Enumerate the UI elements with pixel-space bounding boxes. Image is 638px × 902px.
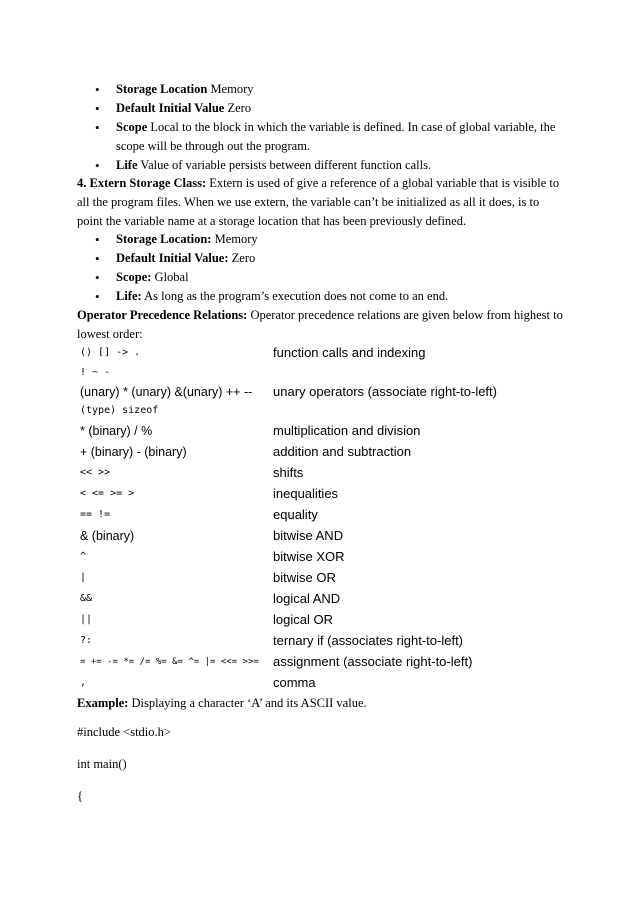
example-text: Displaying a character ‘A’ and its ASCII value. xyxy=(128,696,367,710)
example-heading: Example: xyxy=(77,696,129,710)
operator-row xyxy=(77,364,497,384)
operator-symbols: (type) sizeof xyxy=(80,405,159,416)
operator-row xyxy=(77,569,497,589)
bullet-term: Storage Location xyxy=(116,82,208,96)
section-text: Extern is used of give a reference of a global variable that is visible to all the program files. When we use extern, the variable can’t be initialized as all it does, is to point the variable name at a storage location that has been previously defined. xyxy=(77,176,560,228)
operator-row xyxy=(77,344,497,364)
bullet-term: Scope xyxy=(116,120,148,134)
operator-symbols: , xyxy=(80,677,87,688)
extern-storage-paragraph xyxy=(77,174,567,231)
operator-row xyxy=(77,632,497,652)
operator-description: comma xyxy=(273,675,316,690)
operator-symbols: || xyxy=(80,614,93,625)
list-item xyxy=(0,287,638,306)
example-paragraph xyxy=(77,694,567,713)
operator-symbols: ^ xyxy=(80,551,87,562)
operator-row xyxy=(77,506,497,526)
storage-properties-list xyxy=(0,80,638,175)
section-text: Operator precedence relations are given below from highest to lowest order: xyxy=(77,308,563,341)
operator-row xyxy=(77,464,497,484)
operator-description: function calls and indexing xyxy=(273,345,426,360)
list-item xyxy=(0,118,638,156)
extern-properties-list xyxy=(0,230,638,306)
operator-row xyxy=(77,611,497,631)
bullet-text: As long as the program’s execution does not come to an end. xyxy=(141,289,449,303)
operator-symbols: << >> xyxy=(80,467,111,478)
bullet-term: Default Initial Value xyxy=(116,101,225,115)
operator-row xyxy=(77,402,497,422)
bullet-term: Storage Location: xyxy=(116,232,212,246)
operator-symbols: < <= >= > xyxy=(80,488,135,499)
operator-description: logical AND xyxy=(273,591,341,606)
operator-symbols: & (binary) xyxy=(80,529,135,543)
bullet-text: Value of variable persists between different function calls. xyxy=(137,158,432,172)
operator-description: unary operators (associate right-to-left) xyxy=(273,384,497,399)
bullet-term: Scope: xyxy=(116,270,152,284)
bullet-term: Life xyxy=(116,158,138,172)
operator-symbols: = += -= *= /= %= &= ^= |= <<= >>= xyxy=(80,657,259,667)
list-item xyxy=(0,230,638,249)
list-item xyxy=(0,156,638,175)
operator-row xyxy=(77,590,497,610)
list-item xyxy=(0,268,638,287)
bullet-term: Life: xyxy=(116,289,142,303)
operator-description: bitwise XOR xyxy=(273,549,345,564)
bullet-text: Memory xyxy=(207,82,254,96)
precedence-paragraph xyxy=(77,306,567,344)
operator-row xyxy=(77,383,497,403)
operator-description: bitwise OR xyxy=(273,570,336,585)
operator-description: assignment (associate right-to-left) xyxy=(273,654,473,669)
operator-description: multiplication and division xyxy=(273,423,421,438)
list-item xyxy=(0,249,638,268)
operator-symbols: ! ~ - xyxy=(80,367,111,378)
bullet-text: Local to the block in which the variable is defined. In case of global variable, the scope will be through out the program. xyxy=(116,120,556,153)
bullet-text: Memory xyxy=(211,232,258,246)
operator-symbols: * (binary) / % xyxy=(80,424,153,438)
operator-symbols: && xyxy=(80,593,93,604)
section-heading: 4. Extern Storage Class: xyxy=(77,176,207,190)
operator-symbols: == != xyxy=(80,509,111,520)
section-heading: Operator Precedence Relations: xyxy=(77,308,248,322)
operator-description: addition and subtraction xyxy=(273,444,412,459)
operator-description: logical OR xyxy=(273,612,333,627)
list-item xyxy=(0,80,638,99)
bullet-text: Global xyxy=(151,270,189,284)
bullet-term: Default Initial Value: xyxy=(116,251,229,265)
code-line: #include <stdio.h> xyxy=(77,725,171,739)
operator-row xyxy=(77,548,497,568)
operator-description: ternary if (associates right-to-left) xyxy=(273,633,464,648)
operator-row xyxy=(77,485,497,505)
operator-symbols: | xyxy=(80,572,87,583)
operator-description: shifts xyxy=(273,465,304,480)
code-line: { xyxy=(77,789,83,803)
operator-description: equality xyxy=(273,507,318,522)
operator-row xyxy=(77,422,497,442)
operator-row xyxy=(77,653,497,673)
operator-symbols: () [] -> . xyxy=(80,347,141,358)
operator-description: inequalities xyxy=(273,486,339,501)
bullet-text: Zero xyxy=(228,251,256,265)
operator-symbols: + (binary) - (binary) xyxy=(80,445,187,459)
list-item xyxy=(0,99,638,118)
bullet-text: Zero xyxy=(224,101,252,115)
operator-row xyxy=(77,674,497,694)
operator-symbols: ?: xyxy=(80,635,93,646)
code-line: int main() xyxy=(77,757,127,771)
operator-description: bitwise AND xyxy=(273,528,344,543)
operator-row xyxy=(77,443,497,463)
operator-row xyxy=(77,527,497,547)
operator-symbols: (unary) * (unary) &(unary) ++ -- xyxy=(80,385,253,399)
